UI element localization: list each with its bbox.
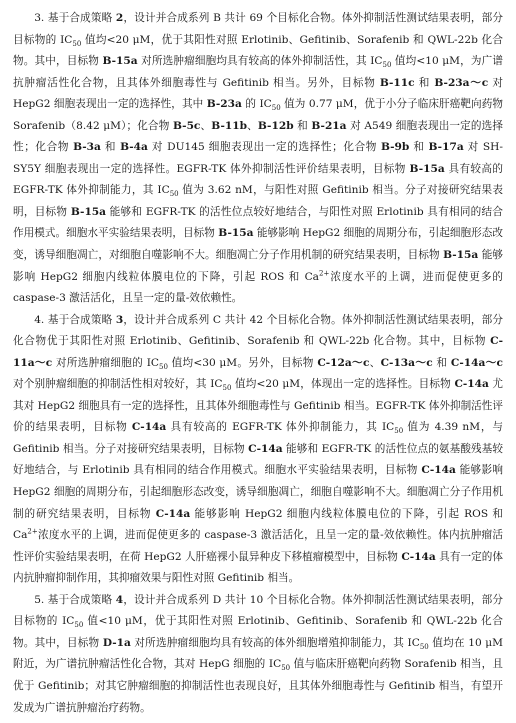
script-text: 50 — [169, 190, 179, 199]
compound-label: B-15a — [409, 162, 445, 175]
compound-label: 3 — [115, 313, 124, 326]
text-run: 能够影响 HepG2 细胞内线粒体膜电位的下降，引起 ROS 和 Ca — [13, 249, 503, 283]
compound-label: 2 — [115, 12, 124, 24]
text-run: 对 DU145 细胞表现出一定的选择性；化合物 — [147, 141, 381, 154]
text-run: ，设计并合成系列 C 共计 42 个目标化合物。体外抑制活性测试结果表明，部分化合物优于其阳性对照 Erlotinib、Gefitinib、Sorafenib 和 QWL-22b 化合物。其中，目标物 — [13, 313, 503, 348]
compound-label: B-5c — [173, 119, 201, 132]
compound-label: B-12b — [257, 119, 294, 132]
script-text: 50 — [74, 621, 84, 630]
text-run: 对 SH-SY5Y 细胞表现出一定的选择性。EGFR-TK 体外抑制活性评价结果表明，目标物 — [13, 141, 503, 175]
text-run: 、 — [369, 356, 381, 369]
text-run: ，设计并合成系列 B 共计 69 个目标化合物。体外抑制活性测试结果表明，部分目标物的 IC — [13, 12, 503, 46]
text-run: 值均<10 μM，为广谱抗肿瘤活性化合物，且其体外细胞毒性与 Gefitinib 相当。另外，目标物 — [13, 55, 503, 89]
text-run: 尤其对 HepG2 细胞具有一定的选择性，且其体外细胞毒性与 Gefitinib 相当。EGFR-TK 体外抑制活性评价的结果表明，目标物 — [13, 378, 504, 434]
compound-label: C-14a — [454, 378, 489, 391]
text-run: 3. 基于合成策略 — [34, 12, 116, 24]
script-text: 50 — [419, 642, 429, 651]
paragraph-item-4 — [13, 310, 503, 590]
compound-label: D-1a — [102, 636, 131, 649]
text-run: 值为 4.39 nM，与 Gefitinib 相当。分子对接研究结果表明，目标物 — [13, 421, 503, 455]
script-text: 50 — [382, 61, 392, 70]
text-run: 值为 3.62 nM，与阳性对照 Gefitinib 相当。分子对接研究结果表明，目标物 — [13, 184, 504, 218]
compound-label: B-21a — [311, 119, 347, 132]
compound-label: B-23a — [206, 98, 242, 111]
script-text: 50 — [394, 427, 404, 436]
text-run: 对所选肿瘤细胞均具有较高的体外抑制活性，其 IC — [137, 55, 383, 68]
compound-label: C-14a — [248, 442, 283, 455]
script-text: 2+ — [319, 269, 330, 278]
script-text: 50 — [271, 104, 281, 113]
script-text: 50 — [72, 39, 82, 48]
text-run: 的 IC — [241, 98, 272, 111]
text-run: 具有一定的体内抗肿瘤抑制作用，其抑瘤效果与阳性对照 Gefitinib 相当。 — [13, 550, 503, 585]
text-run: 、 — [247, 119, 258, 132]
compound-label: B-23a～c — [434, 76, 489, 89]
script-text: 2+ — [27, 527, 38, 536]
compound-label: C-12a～c — [317, 356, 370, 369]
compound-label: 4 — [115, 593, 124, 606]
compound-label: B-15a — [443, 249, 479, 262]
text-run: 对所选肿瘤细胞的 IC — [52, 356, 159, 369]
text-run: 能够影响 HepG2 细胞的周期分布，引起细胞形态改变，诱导细胞凋亡，细胞自噬影响不大。细胞凋亡分子作用机制的研究结果表明，目标物 — [13, 464, 503, 520]
text-run: 值均<30 μM。另外，目标物 — [167, 356, 318, 369]
text-run: 和 — [409, 141, 429, 154]
text-run: 对所选肿瘤细胞均具有较高的体外细胞增殖抑制能力，其 IC — [130, 636, 420, 649]
script-text: 50 — [159, 362, 168, 371]
text-run: 和 — [100, 141, 121, 154]
text-run: 值为 0.77 μM，优于小分子临床肝癌靶向药物 Sorafenib（8.42 μM）；化合物 — [13, 98, 503, 132]
text-run: 4. 基于合成策略 — [34, 313, 116, 326]
text-run: 具有较高的 EGFR-TK 体外抑制能力，其 IC — [166, 421, 395, 434]
compound-label: C-14a — [131, 421, 167, 434]
compound-label: C-14a — [155, 507, 191, 520]
text-run: 具有较高的 EGFR-TK 体外抑制能力，其 IC — [13, 162, 503, 197]
compound-label: B-17a — [428, 141, 464, 154]
text-run: 和 — [414, 76, 435, 89]
text-run: 5. 基于合成策略 — [34, 593, 116, 606]
paragraph-item-5 — [13, 590, 503, 719]
text-run: 值均<20 μM，优于其阳性对照 Erlotinib、Gefitinib、Sorafenib 和 QWL-22b 化合物。其中，目标物 — [13, 33, 503, 68]
compound-label: C-14a — [401, 550, 436, 563]
script-text: 50 — [222, 384, 232, 393]
paragraph-item-3 — [13, 8, 503, 310]
text-run: 和 — [432, 356, 451, 369]
compound-label: C-14a～c — [450, 356, 503, 369]
compound-label: B-3a — [73, 141, 101, 154]
text-run: 对个别肿瘤细胞的抑制活性相对较好，其 IC — [13, 378, 223, 391]
text-run: 对 HepG2 细胞表现出一定的选择性，其中 — [13, 76, 503, 111]
text-run: 能够和 EGFR-TK 的活性位点的氨基酸残基较好地结合，与 Erlotinib 具有相同的结合作用模式。细胞水平实验结果表明，目标物 — [13, 442, 503, 477]
compound-label: B-11b — [211, 119, 247, 132]
compound-label: B-15a — [102, 55, 138, 68]
text-run: 和 — [293, 119, 312, 132]
text-run: ，设计并合成系列 D 共计 10 个目标化合物。体外抑制活性测试结果表明，部分目标物的 IC — [13, 593, 503, 628]
compound-label: B-15a — [70, 205, 107, 218]
compound-label: B-9b — [381, 141, 410, 154]
text-run: 值与临床肝癌靶向药物 Sorafenib 相当，且优于 Gefitinib；对其它肿瘤细胞的抑制活性也表现良好，且其体外细胞毒性与 Gefitinib 相当，有望开发成为广谱抗肿瘤治疗药物。 — [13, 658, 503, 714]
compound-label: C-14a — [421, 464, 456, 477]
compound-label: B-4a — [120, 141, 148, 154]
text-run: 能够影响 HepG2 细胞内线粒体膜电位的下降，引起 ROS 和 Ca — [13, 507, 504, 542]
script-text: 50 — [281, 664, 291, 673]
text-run: 值均<20 μM，体现出一定的选择性。目标物 — [231, 378, 455, 391]
compound-label: B-11c — [379, 76, 415, 89]
text-run: 能够和 EGFR-TK 的活性位点较好地结合，与阳性对照 Erlotinib 具有相同的结合作用模式。细胞水平实验结果表明，目标物 — [13, 205, 503, 240]
text-run: 值<10 μM，优于其阳性对照 Erlotinib、Gefitinib、Sorafenib 和 QWL-22b 化合物。其中，目标物 — [13, 615, 503, 649]
text-run: 能够影响 HepG2 细胞的周期分布，引起细胞形态改变，诱导细胞凋亡，对细胞自噬影响不大。细胞凋亡分子作用机制的研究结果表明，目标物 — [13, 227, 503, 262]
compound-label: B-15a — [218, 227, 254, 240]
text-run: 浓度水平的上调，进而促使更多的 caspase-3 激活活化，且呈一定的量-效依赖性。体内抗肿瘤活性评价实验结果表明，在荷 HepG2 人肝癌裸小鼠异种皮下移植瘤模型中，目标物 — [13, 529, 503, 563]
text-run: 、 — [200, 119, 212, 132]
text-run: 浓度水平的上调，进而促使更多的 caspase-3 激活活化，且呈一定的量-效依赖性。 — [13, 270, 503, 305]
text-run: 对 A549 细胞表现出一定的选择性；化合物 — [13, 119, 504, 154]
compound-label: C-13a～c — [380, 356, 433, 369]
compound-label: C-11a～c — [13, 335, 503, 369]
text-run: 值均在 10 μM 附近，为广谱抗肿瘤活性化合物，其对 HepG 细胞的 IC — [13, 636, 503, 671]
